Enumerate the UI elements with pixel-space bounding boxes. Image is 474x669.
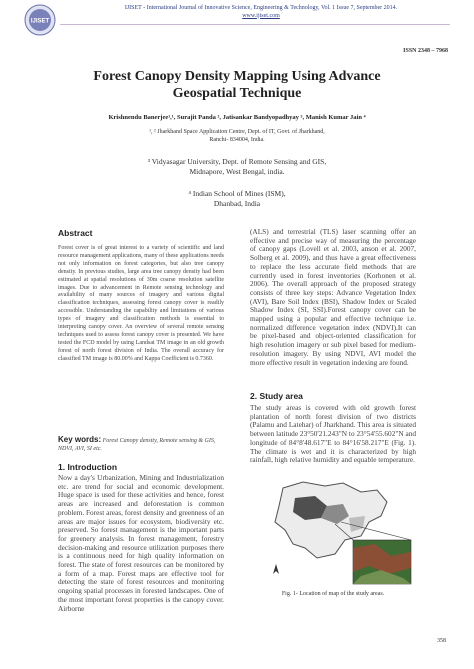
authors: Krishnendu Banerjee¹,¹, Surajit Panda ², Jatisankar Bandyopadhyay ³, Manish Kumar Jain ⁴ [108,114,366,121]
keywords [58,436,224,453]
affiliation-2 [120,157,354,176]
affiliation-1 [120,128,354,144]
affiliation-3 [120,189,354,208]
title-line-1: Forest Canopy Density Mapping Using Advance [93,69,381,84]
affiliation-1-line-1: ¹, ² Jharkhand Space Application Centre, Dept. of IT, Govt. of Jharkhand, [149,129,325,135]
affiliation-2-line-2: Midnapore, West Bengal, india. [189,166,285,176]
journal-logo [24,4,56,36]
keywords-text: Forest Canopy density, Remote sensing & GIS, NDVI, AVI, SI etc. [58,438,216,452]
issn: ISSN 2348 – 7968 [403,48,448,54]
logo-text: IJISET [30,18,50,25]
affiliation-1-line-2: Ranchi- 834004, India. [209,137,265,143]
abstract-text: Forest cover is of great interest to a variety of scientific and land resource management applications, many of these applications needs not only information on forest categories, but also tree canopy density. In previous studies, large area tree canopy density had been estimated at spatial resolutions of 30m coarse resolution satellite images. Due to advancement in Remote sensing technology and availability of many sources of imagery and various digital classification techniques, assessing forest canopy cover is readily accessible. Understanding the capability and limitations of various types of imagery and classification methods is essential to interpreting canopy cover. An overview of several remote sensing techniques used to assess forest canopy cover is presented. We have tested the FCD model by using Landsat TM image in an old growth forest of north forest division of India. The overall accuracy for classified TM image is 80.00% and Kappa Coefficient is 0.7360. [58,245,224,362]
abstract-heading: Abstract [58,228,93,238]
title-line-2: Geospatial Technique [172,86,302,101]
study-area-map-figure [265,478,417,588]
introduction-text: Now a day's Urbanization, Mining and Industrialization etc. are trend for social and economic development. Huge space is used for these activities and hence, forest areas are increased and deforestation is common problem. Forest areas, forest density and greenness of an areas are major issues for ecosystem, biodiversity etc. preserved. So forest management is the important parts for greenery analysis. In forest management, forestry decision-making and resource utilization purposes there is a continuous need for high quality information on forest. The state of forest resources can be monitored by a form of a map. Forest maps are effective tool for detecting the state of forest resources and monitoring ongoing spatial processes in forested landscapes. One of the most important forest properties is the canopy cover. Airborne [58,473,224,613]
keywords-label: Key words: [58,435,102,444]
paper-title [40,68,434,102]
study-area-text: The study areas is covered with old growth forest plantation of north forest division of two districts (Palamu and Latehar) of Jharkhand. This area is situated between latitude 23°50'21.243"N to 23°54'55.602"N and longitude of 84°8'48.617"E to 84°16'58.217"E (Fig. 1). The climate is wet and it is characterized by high rainfall, high relative humidity and equable temperature. [250,403,416,465]
header-rule [60,24,450,25]
affiliation-2-line-1: ³ Vidyasagar University, Dept. of Remote Sensing and GIS, [147,157,327,166]
figure-caption: Fig. 1- Location of map of the study areas. [281,591,385,597]
page-number: 358 [437,638,446,644]
journal-line: IJISET - International Journal of Innovative Science, Engineering & Technology, Vol. 1 Issue 7, September 2014. [124,5,398,11]
affiliation-3-line-2: Dhanbad, India [213,198,261,208]
introduction-heading: 1. Introduction [58,462,118,472]
journal-website-link[interactable]: www.ijiset.com [242,12,280,19]
study-area-heading: 2. Study area [250,391,303,401]
right-column-text: (ALS) and terrestrial (TLS) laser scanning offer an effective and precise way of measuring the percentage of canopy gaps (Lovell et al. 2003, anson et al. 2007, Solberg et al. 2009), and thus have a great effectiveness to replace the less accurate field methods that are currently used in forest inventories (Korhonen et al. 2006). The overall approach of the proposed strategy consists of three key steps: Advance Vegetation Index (AVI), Bare Soil Index (BSI), Shadow Index or Scaled Shadow Index (SI, SSI).Forest canopy cover can be mapped using a popular and effective technique i.e. normalized difference vegetation index (NDVI).It can be pixel-based and object-oriented classification for high resolution imagery or sub pixel based for medium-resolution imagery. By using NDVI, AVI model the more effective result in vegetation indexing are found. [250,227,416,367]
affiliation-3-line-1: ⁴ Indian School of Mines (ISM), [188,189,286,198]
journal-header [96,5,426,20]
